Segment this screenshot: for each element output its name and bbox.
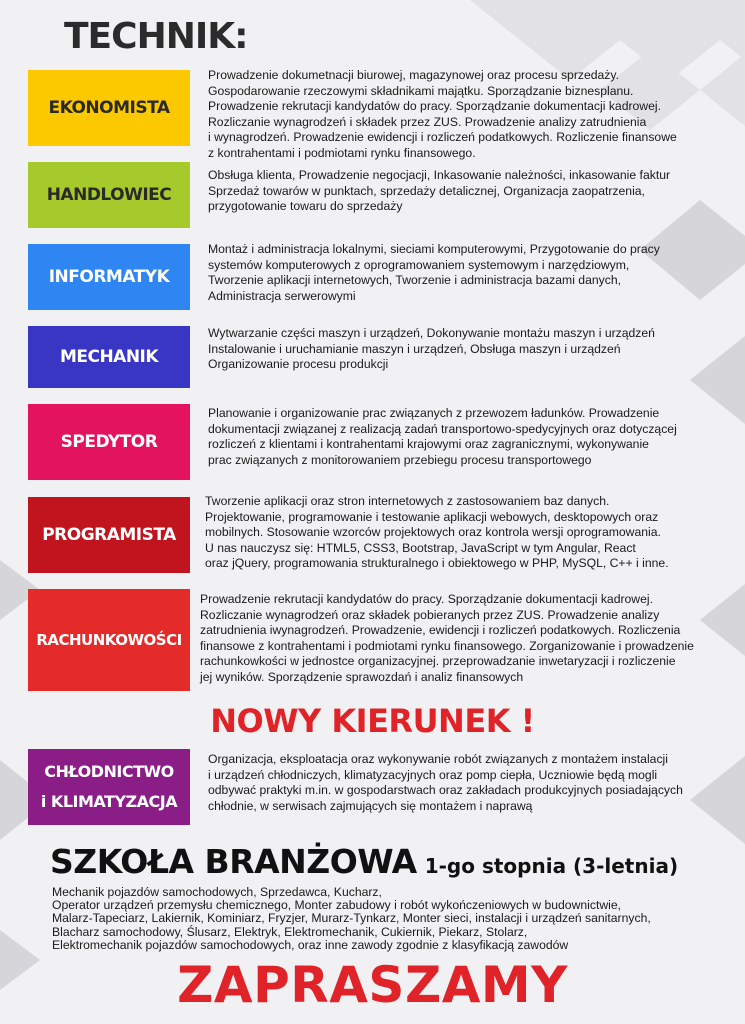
szkola-professions-list xyxy=(52,886,651,952)
badge-chlodnictwo xyxy=(28,749,190,825)
page-title: TECHNIK: xyxy=(64,16,248,57)
description-line: Rozliczanie wynagrodzeń i składek przez ZUS. Prowadzenie analizy zatrudnienia xyxy=(208,114,647,129)
description-line: chłodnie, w serwisach zajmujących się montażem i naprawą xyxy=(208,798,533,813)
description-line: przygotowanie towaru do sprzedaży xyxy=(208,199,403,213)
szkola-subtitle: 1-go stopnia (3-letnia) xyxy=(424,854,679,878)
description-line: Tworzenie aplikacji oraz stron internetowych z zastosowaniem baz danych. xyxy=(205,494,610,508)
badge-handlowiec xyxy=(28,162,190,228)
description-line: finansowe z kontrahentami i podmiotami rynku finansowego. Zorganizowanie i prowadzenie xyxy=(200,638,694,653)
description-line: Gospodarowanie rzeczowymi składnikami majątku. Sporządzanie biznesplanu. xyxy=(208,83,634,98)
description-ekonomista xyxy=(208,68,733,161)
description-handlowiec xyxy=(208,168,733,215)
badge-label-line1: CHŁODNICTWO xyxy=(44,762,174,781)
description-spedytor xyxy=(208,406,733,468)
footer-invitation: ZAPRASZAMY xyxy=(177,956,568,1014)
description-programista xyxy=(205,494,730,572)
description-line: systemów komputerowych z oprogramowaniem systemowym i narzędziowym, xyxy=(208,257,630,272)
description-line: odbywać praktyki m.in. w gospodarstwach oraz zakładach produkcyjnych posiadających xyxy=(208,783,683,797)
list-item: Operator urządzeń przemysłu chemicznego, Monter zabudowy i robót wykończeniowych w budownictwie, xyxy=(52,898,622,913)
new-course-heading: NOWY KIERUNEK ! xyxy=(210,702,535,740)
description-line: Sprzedaż towarów w punktach, sprzedaży detalicznej, Organizacja zaopatrzenia, xyxy=(208,183,645,198)
description-line: z kontrahentami i podmiotami rynku finansowego. xyxy=(208,145,476,160)
description-line: Tworzenie aplikacji internetowych, Tworzenie i administracja bazami danych, xyxy=(208,273,621,287)
description-line: Organizacja, eksploatacja oraz wykonywanie robót związanych z montażem instalacji xyxy=(208,752,668,766)
badge-informatyk xyxy=(28,244,190,310)
list-item: Blacharz samochodowy, Ślusarz, Elektryk, Elektromechanik, Cukiernik, Piekarz, Stolarz, xyxy=(52,924,528,939)
description-line: Wytwarzanie części maszyn i urządzeń, Dokonywanie montażu maszyn i urządzeń xyxy=(208,326,655,340)
description-line: prac związanych z monitorowaniem przebiegu procesu transportowego xyxy=(208,452,592,467)
description-line: Prowadzenie rekrutacji kandydatów do pracy. Sporządzanie dokumentacji kadrowej. xyxy=(208,99,661,113)
description-line: Rozliczanie wynagrodzeń oraz składek pobieranych przez ZUS. Prowadzenie analizy xyxy=(200,607,660,622)
badge-programista xyxy=(28,497,190,573)
description-informatyk xyxy=(208,242,733,304)
description-line: Projektowanie, programowanie i testowanie aplikacji webowych, desktopowych oraz xyxy=(205,509,659,524)
description-line: i urządzeń chłodniczych, klimatyzacyjnych oraz pomp ciepła, Uczniowie będą mogli xyxy=(208,767,658,782)
szkola-heading xyxy=(50,842,678,881)
badge-ekonomista xyxy=(28,70,190,146)
badge-spedytor xyxy=(28,404,190,480)
badge-label: EKONOMISTA xyxy=(48,98,170,118)
badge-mechanik xyxy=(28,326,190,388)
description-line: dokumentacji związanej z realizacją zadań transportowo-spedycyjnych oraz dotyczącej xyxy=(208,421,677,436)
description-line: Administracja serwerowymi xyxy=(208,288,356,303)
description-line: Instalowanie i uruchamianie maszyn i urządzeń, Obsługa maszyn i urządzeń xyxy=(208,341,621,356)
description-line: rozliczeń z klientami i kontrahentami krajowymi oraz zagranicznymi, wykonywanie xyxy=(208,437,649,451)
badge-label: HANDLOWIEC xyxy=(46,185,172,205)
list-item: Elektromechanik pojazdów samochodowych, oraz inne zawody zgodnie z klasyfikacją zawodów xyxy=(52,937,569,952)
description-line: rachunkowkości w jednostce organizacyjnej. przeprowadzanie inwetaryzacji i rozliczenie xyxy=(200,654,676,668)
badge-label-line2: i KLIMATYZACJA xyxy=(40,792,178,811)
badge-rachunkowosci xyxy=(28,589,190,691)
list-item: Mechanik pojazdów samochodowych, Sprzedawca, Kucharz, xyxy=(52,885,382,899)
description-line: mobilnych. Stosowanie wzorców projektowych oraz kontrola wersji oprogramowania. xyxy=(205,525,661,539)
badge-label: SPEDYTOR xyxy=(60,432,158,452)
description-line: Montaż i administracja lokalnymi, sieciami komputerowymi, Przygotowanie do pracy xyxy=(208,242,660,256)
description-line: zatrudnienia iwynagrodzeń. Prowadzenie, ewidencji i rozliczeń podatkowych. Rozliczenia xyxy=(200,623,681,637)
description-chlodnictwo xyxy=(208,752,733,814)
badge-label: PROGRAMISTA xyxy=(42,525,176,545)
badge-label: INFORMATYK xyxy=(48,267,170,287)
description-line: U nas nauczysz się: HTML5, CSS3, Bootstrap, JavaScript w tym Angular, React xyxy=(205,540,636,555)
description-line: Prowadzenie rekrutacji kandydatów do pracy. Sporządzanie dokumentacji kadrowej. xyxy=(200,592,653,606)
description-mechanik xyxy=(208,326,733,373)
description-rachunkowosci xyxy=(200,592,725,685)
szkola-title: SZKOŁA BRANŻOWA xyxy=(50,842,417,881)
description-line: i wynagrodzeń. Prowadzenie ewidencji i rozliczeń podatkowych. Rozliczenie finansowe xyxy=(208,130,677,144)
badge-label: RACHUNKOWOŚCI xyxy=(36,631,182,649)
description-line: jej wyników. Sporządzenie sprawozdań i analiz finansowych xyxy=(200,669,524,684)
description-line: Planowanie i organizowanie prac związanych z przewozem ładunków. Prowadzenie xyxy=(208,406,660,420)
description-line: Obsługa klienta, Prowadzenie negocjacji, Inkasowanie należności, inkasowanie faktur xyxy=(208,168,671,182)
description-line: Organizowanie procesu produkcji xyxy=(208,357,389,371)
description-line: Prowadzenie dokumetnacji biurowej, magazynowej oraz procesu sprzedaży. xyxy=(208,68,619,82)
badge-label: MECHANIK xyxy=(59,347,159,367)
list-item: Malarz-Tapeciarz, Lakiernik, Kominiarz, Fryzjer, Murarz-Tynkarz, Monter sieci, instalacji i urządzeń sanitarnych, xyxy=(52,911,651,926)
description-line: oraz jQuery, programowania strukturalnego i obiektowego w PHP, MySQL, C++ i inne. xyxy=(205,556,669,570)
